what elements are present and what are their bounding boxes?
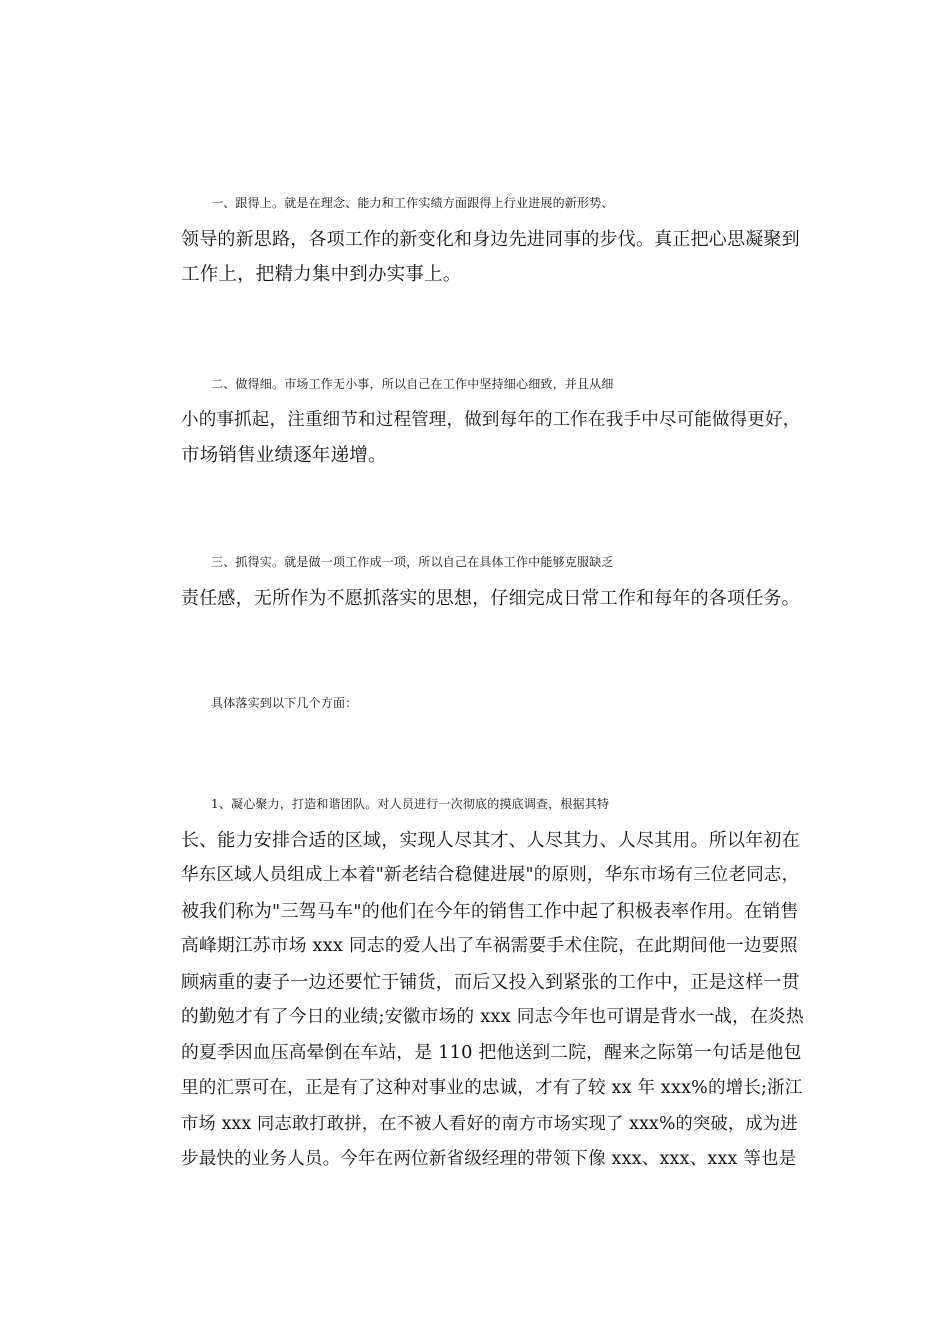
paragraph-line: 华东区域人员组成上本着"新老结合稳健进展"的原则，华东市场有三位老同志， bbox=[181, 865, 800, 885]
paragraph-line: 工作上，把精力集中到办实事上。 bbox=[181, 264, 462, 285]
paragraph-aspects-intro bbox=[144, 686, 804, 722]
paragraph-line: 市场销售业绩逐年递增。 bbox=[181, 445, 387, 466]
paragraph-line: 具体落实到以下几个方面： bbox=[211, 696, 358, 710]
paragraph-line: 三、抓得实。就是做一项工作成一项，所以自己在具体工作中能够克服缺乏 bbox=[211, 555, 614, 569]
paragraph-line: 领导的新思路，各项工作的新变化和身边先进同事的步伐。真正把心思凝聚到 bbox=[181, 228, 800, 250]
paragraph-line: 长、能力安排合适的区域，实现人尽其才、人尽其力、人尽其用。所以年初在 bbox=[181, 829, 800, 851]
paragraph-line: 被我们称为"三驾马车"的他们在今年的销售工作中起了积极表率作用。在销售 bbox=[181, 900, 799, 922]
paragraph-line: 里的汇票可在，正是有了这种对事业的忠诚，才有了较 xx 年 xxx%的增长;浙江 bbox=[181, 1078, 803, 1098]
paragraph-line: 小的事抓起，注重细节和过程管理，做到每年的工作在我手中尽可能做得更好， bbox=[181, 409, 801, 430]
paragraph-line: 1、凝心聚力，打造和谐团队。对人员进行一次彻底的摸底调查，根据其特 bbox=[211, 797, 610, 811]
paragraph-line: 的夏季因血压高晕倒在车站，是 110 把他送到二院，醒来之际第一句话是他包 bbox=[181, 1042, 802, 1063]
paragraph-line: 二、做得细。市场工作无小事，所以自己在工作中坚持细心细致，并且从细 bbox=[211, 377, 614, 391]
paragraph-line: 一、跟得上。就是在理念、能力和工作实绩方面跟得上行业进展的新形势、 bbox=[211, 196, 614, 210]
paragraph-line: 步最快的业务人员。今年在两位新省级经理的带领下像 xxx、xxx、xxx 等也是 bbox=[181, 1149, 797, 1169]
paragraph-team-building bbox=[144, 787, 804, 1178]
paragraph-line: 市场 xxx 同志敢打敢拼，在不被人看好的南方市场实现了 xxx%的突破，成为进 bbox=[181, 1113, 798, 1134]
paragraph-keep-up bbox=[144, 186, 804, 293]
paragraph-line: 顾病重的妻子一边还要忙于铺货，而后又投入到紧张的工作中，正是这样一贯 bbox=[181, 971, 800, 993]
paragraph-solid bbox=[144, 545, 804, 616]
paragraph-line: 高峰期江苏市场 xxx 同志的爱人出了车祸需要手术住院，在此期间他一边要照 bbox=[181, 936, 798, 956]
paragraph-detailed bbox=[144, 367, 804, 474]
paragraph-line: 责任感，无所作为不愿抓落实的思想，仔细完成日常工作和每年的各项任务。 bbox=[181, 587, 800, 609]
paragraph-line: 的勤勉才有了今日的业绩;安徽市场的 xxx 同志今年也可谓是背水一战，在炎热 bbox=[181, 1007, 804, 1027]
